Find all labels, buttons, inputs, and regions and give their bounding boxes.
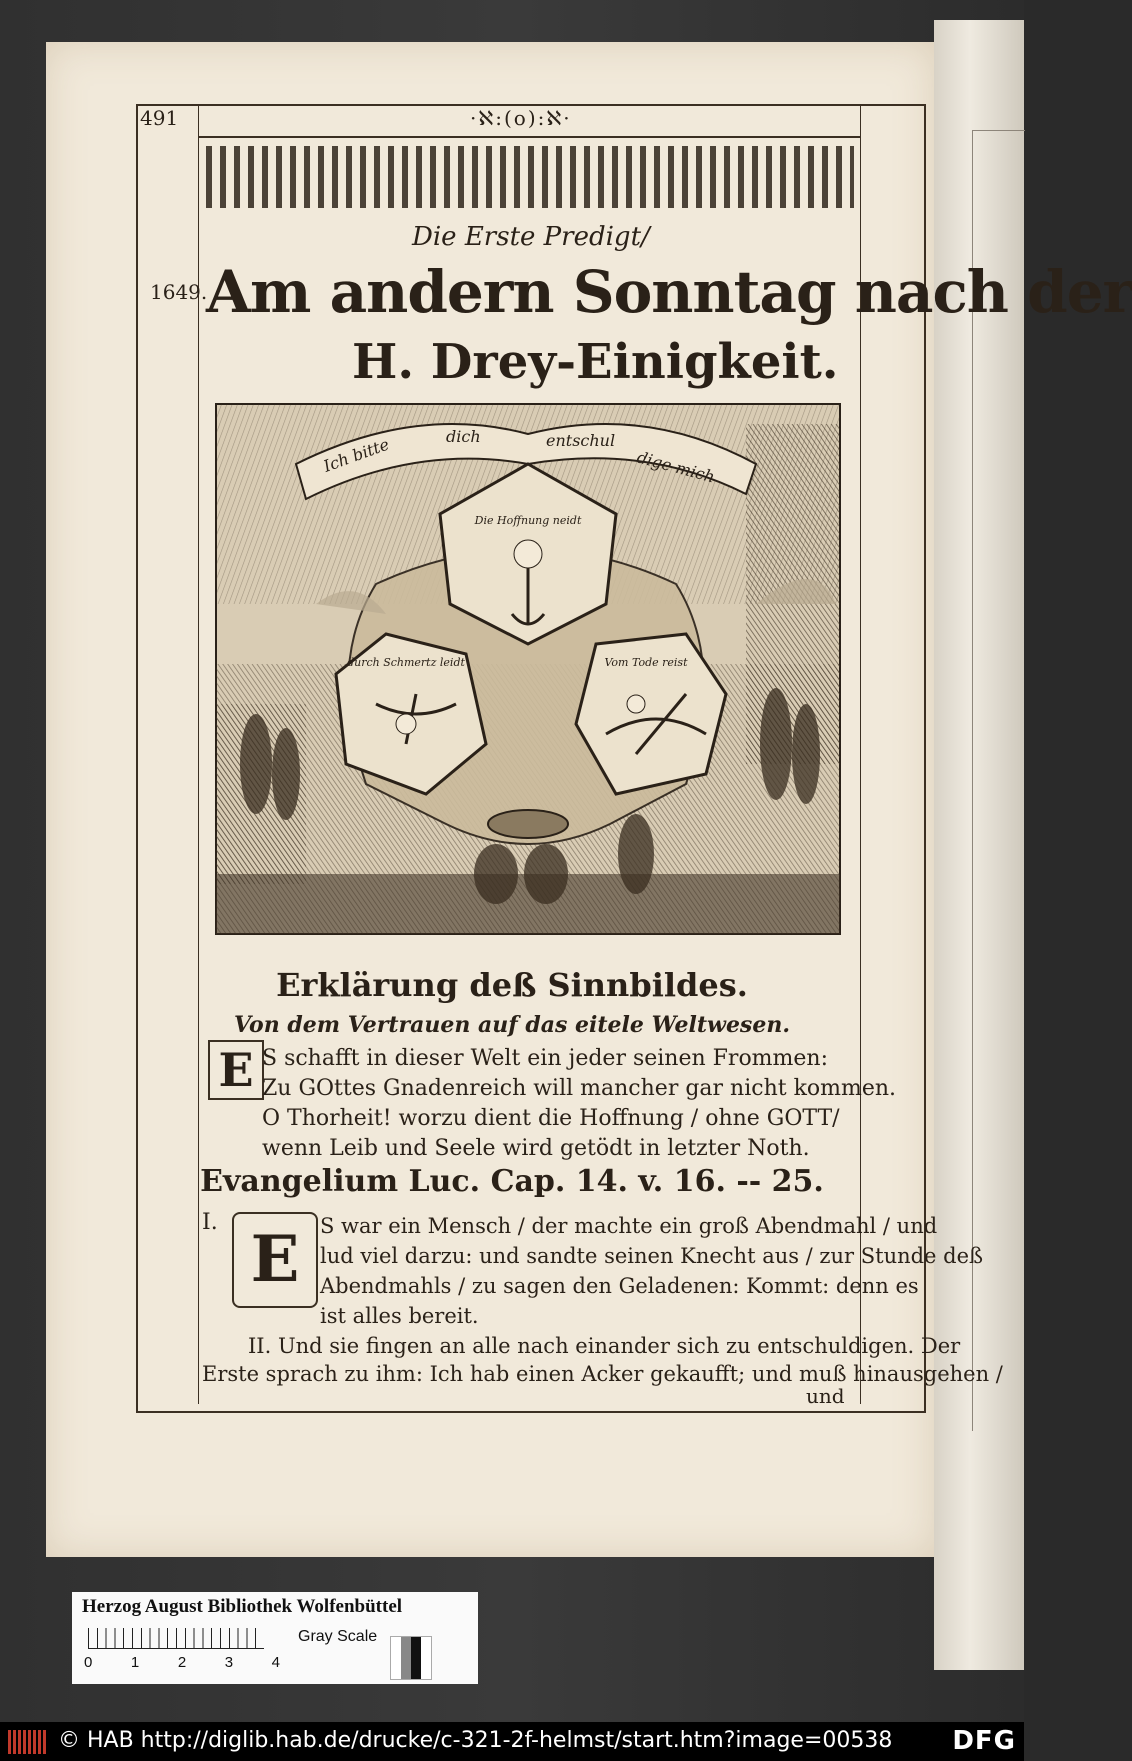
section-number: I.	[202, 1210, 218, 1235]
explanation-title: Erklärung deß Sinnbildes.	[276, 966, 748, 1004]
body-line: S war ein Mensch / der machte ein groß Abendmahl / und	[320, 1214, 938, 1238]
library-name: Herzog August Bibliothek Wolfenbüttel	[82, 1596, 403, 1617]
verse-dropcap: E	[208, 1040, 264, 1100]
banner-word-3: entschul	[546, 431, 616, 450]
margin-year: 1649.	[150, 280, 208, 304]
gray-scale-swatch	[390, 1636, 432, 1680]
verse-line: S schafft in dieser Welt ein jeder seinen Frommen:	[262, 1046, 829, 1071]
verse-line: wenn Leib und Seele wird getödt in letzter Noth.	[262, 1136, 810, 1161]
header-ornament: ·ℵ:(o):ℵ·	[470, 106, 572, 130]
ruler-label: 0	[84, 1654, 93, 1671]
cartouche-right-label: Vom Tode reist	[604, 656, 688, 669]
viewer-footer	[0, 1722, 1024, 1761]
title-line-1: Am andern Sonntag nach der	[206, 258, 1132, 326]
explanation-subtitle: Von dem Vertrauen auf das eitele Weltwesen.	[234, 1012, 790, 1038]
header-rule	[198, 136, 860, 138]
page-number: 491	[140, 106, 179, 130]
ruler-label: 3	[224, 1654, 234, 1671]
color-reference-card	[72, 1592, 478, 1684]
ruler-label: 4	[271, 1654, 280, 1671]
banner-word-4: dige mich	[634, 447, 717, 487]
gospel-dropcap: E	[232, 1212, 318, 1308]
verse-line: O Thorheit! worzu dient die Hoffnung / ohne GOTT/	[262, 1106, 840, 1131]
ornamental-border	[206, 146, 854, 208]
banner-word-1: Ich bitte	[320, 434, 392, 476]
body-line: lud viel darzu: und sandte seinen Knecht aus / zur Stunde deß	[320, 1244, 984, 1268]
ruler-label: 1	[130, 1654, 140, 1671]
emblem-engraving	[216, 404, 840, 934]
hab-logo-icon	[8, 1730, 48, 1754]
body-line: ist alles bereit.	[320, 1304, 479, 1328]
title-line-2: H. Drey-Einigkeit.	[352, 334, 839, 390]
sermon-label: Die Erste Predigt/	[412, 222, 650, 252]
ruler-label: 2	[177, 1654, 187, 1671]
body-line: II. Und sie fingen an alle nach einander sich zu entschuldigen. Der	[248, 1334, 961, 1358]
gray-scale-label: Gray Scale	[298, 1628, 378, 1645]
gospel-heading: Evangelium Luc. Cap. 14. v. 16. -- 25.	[200, 1164, 824, 1199]
verse-line: Zu GOttes Gnadenreich will mancher gar nicht kommen.	[262, 1076, 897, 1101]
body-line: Abendmahls / zu sagen den Geladenen: Kommt: denn es	[320, 1274, 919, 1298]
footer-url[interactable]: © HAB http://diglib.hab.de/drucke/c-321-2f-helmst/start.htm?image=00538	[58, 1728, 893, 1753]
dfg-logo: DFG	[952, 1726, 1016, 1756]
catchword: und	[806, 1384, 845, 1408]
cartouche-top-label: Die Hoffnung neidt	[474, 514, 582, 527]
body-line: Erste sprach zu ihm: Ich hab einen Acker gekaufft; und muß hinausgehen /	[202, 1362, 1003, 1386]
cartouche-left-label: durch Schmertz leidt	[347, 656, 465, 669]
banner-word-2: dich	[446, 427, 481, 446]
ruler-scale	[88, 1628, 264, 1649]
ruler-labels	[84, 1654, 280, 1671]
